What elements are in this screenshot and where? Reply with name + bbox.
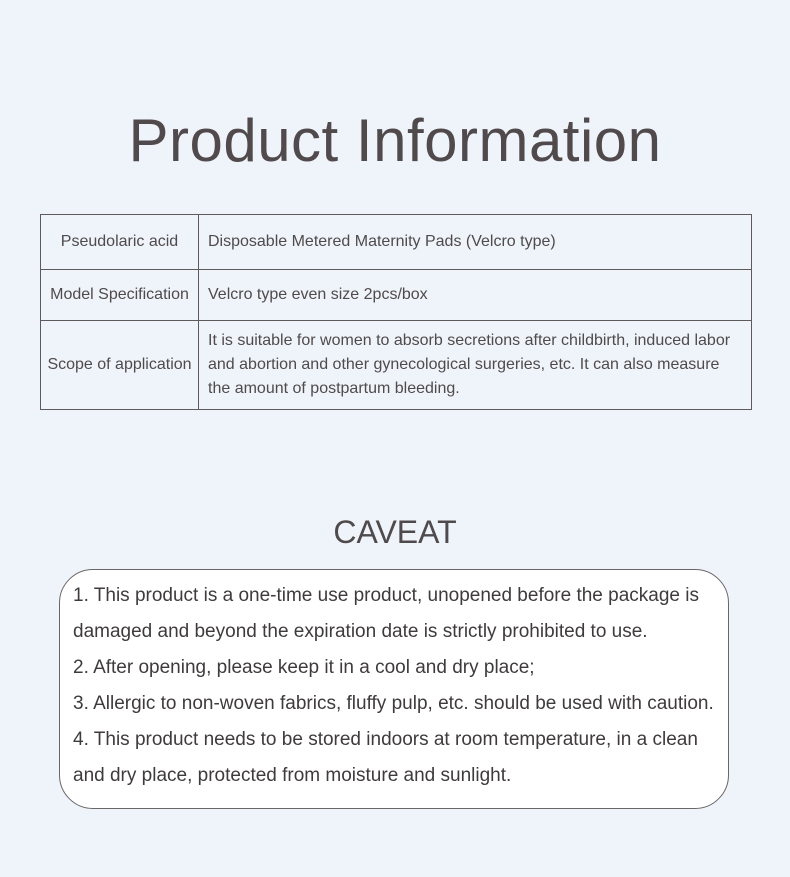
- page-title: Product Information: [128, 107, 662, 174]
- caveat-item: 2. After opening, please keep it in a cool and dry place;: [73, 657, 535, 678]
- caveat-title: CAVEAT: [333, 514, 457, 550]
- table-row: [41, 215, 752, 270]
- row-label: Model Specification: [41, 270, 199, 321]
- table-row: [41, 270, 752, 321]
- row-value: Velcro type even size 2pcs/box: [199, 270, 752, 321]
- caveat-item: 1. This product is a one-time use product, unopened before the package is damaged and beyond the expiration date is strictly prohibited to use.: [73, 585, 699, 642]
- row-value: Disposable Metered Maternity Pads (Velcro type): [199, 215, 752, 270]
- row-label: Pseudolaric acid: [41, 215, 199, 270]
- caveat-item: 4. This product needs to be stored indoors at room temperature, in a clean and dry place, protected from moisture and sunlight.: [73, 729, 698, 786]
- caveat-box: [59, 569, 729, 809]
- row-value: It is suitable for women to absorb secretions after childbirth, induced labor and abortion and other gynecological surgeries, etc. It can also measure the amount of postpartum bleeding.: [199, 321, 752, 410]
- table-row: [41, 321, 752, 410]
- row-label: Scope of application: [41, 321, 199, 410]
- product-info-table: [40, 214, 752, 410]
- caveat-item: 3. Allergic to non-woven fabrics, fluffy pulp, etc. should be used with caution.: [73, 693, 714, 714]
